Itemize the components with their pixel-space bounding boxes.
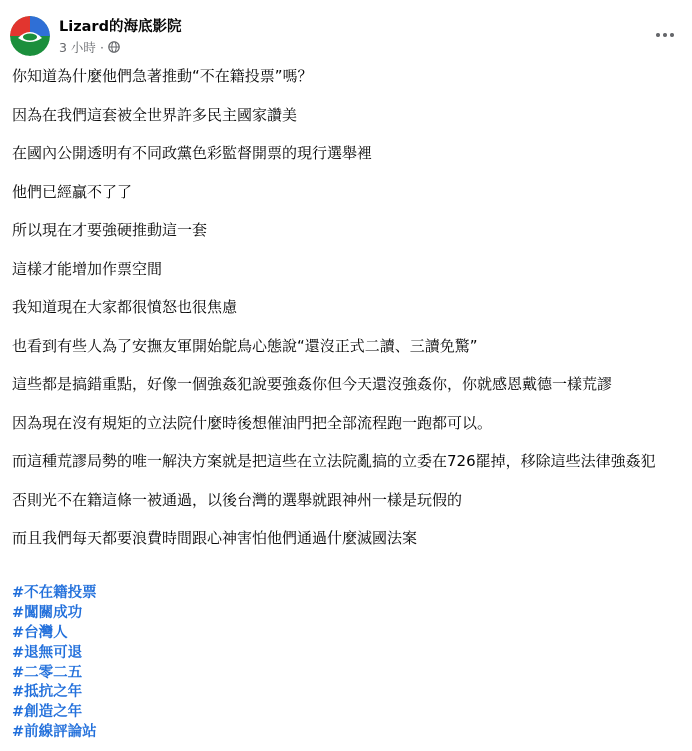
page-avatar[interactable] [10,16,50,56]
hashtag-link[interactable]: #創造之年 [12,704,83,721]
post-body [12,64,682,567]
post-paragraph: 因為現在沒有規矩的立法院什麼時後想催油門把全部流程跑一跑都可以。 [12,413,493,432]
hashtag-link[interactable]: #台灣人 [12,624,68,641]
meta-separator: · [99,39,104,55]
hashtag-link[interactable]: #不在籍投票 [12,585,97,601]
post-paragraph: 你知道為什麼他們急著推動“不在籍投票”嗎？ [12,67,313,85]
post-paragraph: 也看到有些人為了安撫友軍開始鴕鳥心態說“還沒正式二讀、三讀免驚” [12,336,478,355]
post-paragraph: 因為在我們這套被全世界許多民主國家讚美 [12,105,298,124]
post-paragraph: 而這種荒謬局勢的唯一解決方案就是把這些在立法院亂搞的立委在726罷掉，移除這些法律強姦犯 [12,452,656,470]
post-meta [59,38,120,56]
hashtag-link[interactable]: #退無可退 [12,644,83,661]
post-author[interactable]: Lizard的海底影院 [59,19,182,35]
post-paragraph: 這些都是搞錯重點，好像一個強姦犯說要強姦你但今天還沒強姦你，你就感恩戴德一樣荒謬 [12,375,613,393]
hashtag-list [12,584,97,743]
more-options-icon [656,33,660,37]
more-options-button[interactable] [650,20,680,50]
hashtag-link[interactable]: #闖關成功 [12,604,83,621]
post-paragraph: 而且我們每天都要浪費時間跟心神害怕他們通過什麼滅國法案 [12,529,418,547]
post-time[interactable]: 3 小時 [59,40,96,55]
lizard-logo-icon [10,16,50,56]
post-paragraph: 我知道現在大家都很憤怒也很焦慮 [12,298,238,316]
hashtag-link[interactable]: #抵抗之年 [12,684,83,701]
post-header [0,0,692,64]
post-paragraph: 所以現在才要強硬推動這一套 [12,221,208,239]
globe-icon[interactable] [108,41,120,53]
post-paragraph: 他們已經贏不了了 [12,182,133,201]
post-paragraph: 在國內公開透明有不同政黨色彩監督開票的現行選舉裡 [12,144,373,162]
hashtag-link[interactable]: #二零二五 [12,664,83,681]
hashtag-link[interactable]: #前線評論站 [12,724,97,741]
post-paragraph: 否則光不在籍這條一被通過，以後台灣的選舉就跟神州一樣是玩假的 [12,490,463,509]
post-paragraph: 這樣才能增加作票空間 [12,259,163,278]
